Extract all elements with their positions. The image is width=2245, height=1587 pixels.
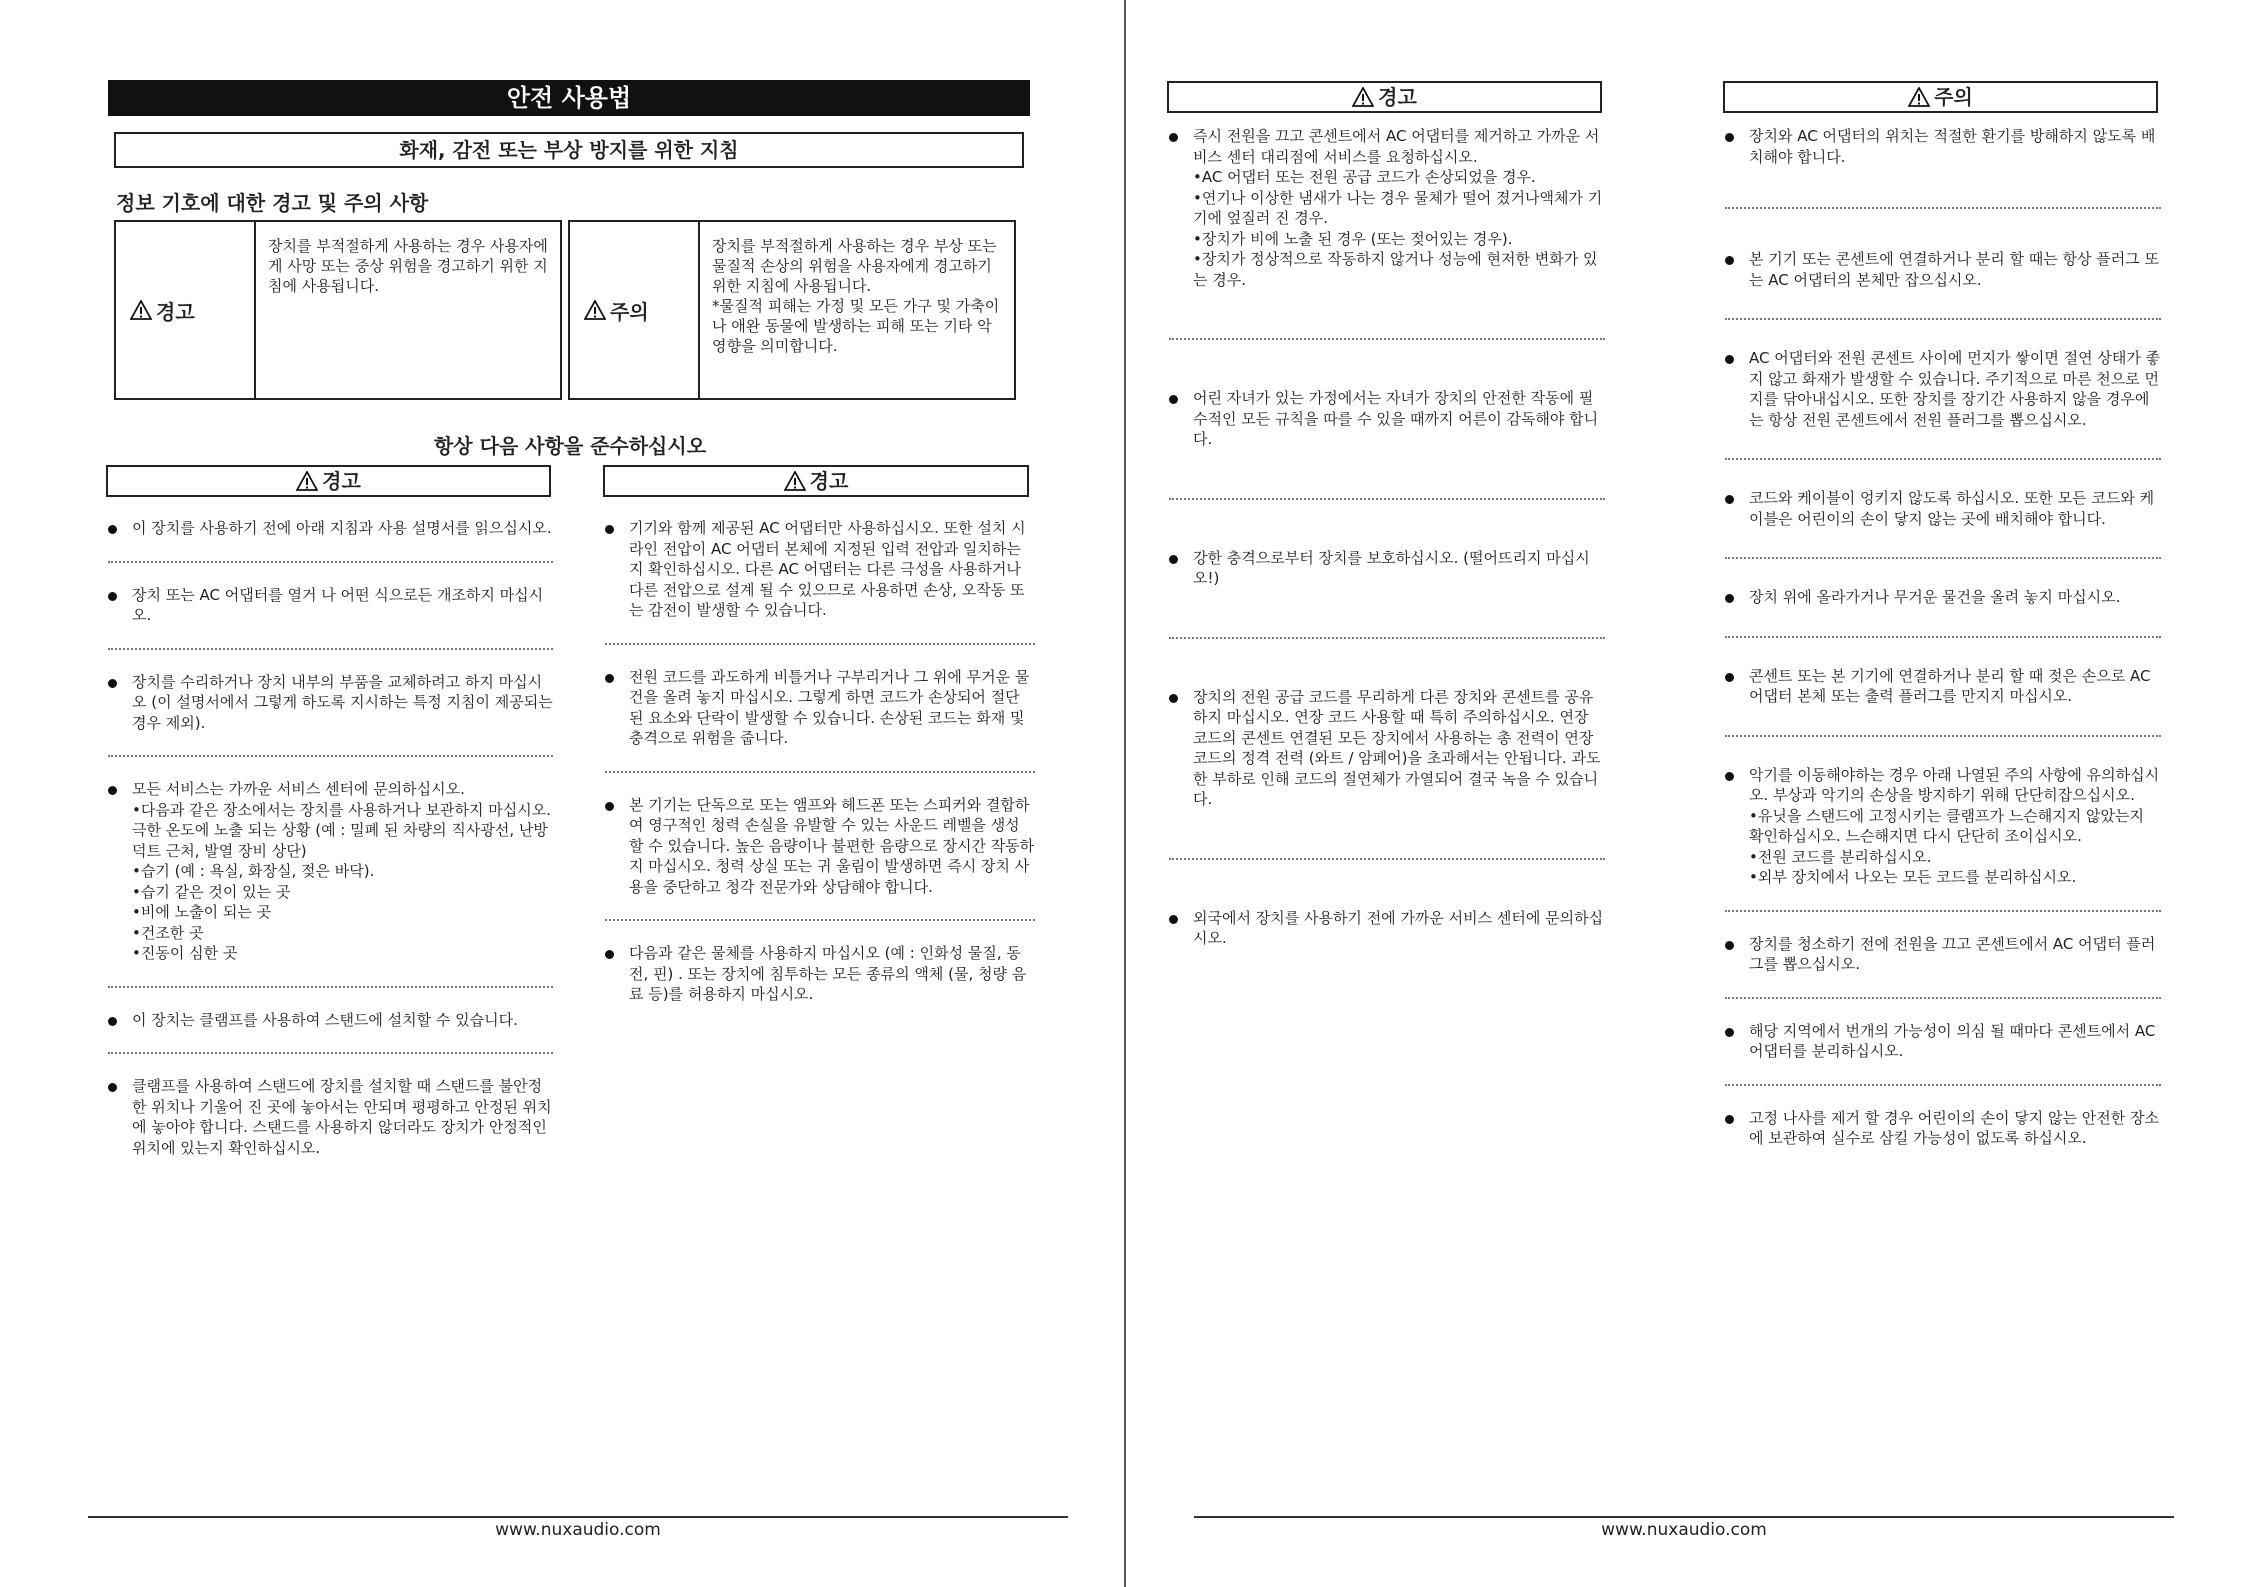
item-separator — [1725, 318, 2161, 320]
list-item-text: 전원 코드를 과도하게 비틀거나 구부리거나 그 위에 무거운 물건을 올려 놓지 마십시오. 그렇게 하면 코드가 손상되어 절단 된 요소와 단락이 발생할 수 있습니다. 손상된 코드는 화재 및 충격으로 위험을 줍니다. — [629, 667, 1030, 747]
bullet-icon — [1725, 941, 1734, 950]
list-item-text: 본 기기는 단독으로 또는 앰프와 헤드폰 또는 스피커와 결합하여 영구적인 청력 손실을 유발할 수 있는 사운드 레벨을 생성 할 수 있습니다. 높은 음량이나 불편한 음량으로 장시간 작동하지 마십시오. 청력 상실 또는 귀 울림이 발생하면 즉시 장치 사용을 중단하고 청각 전문가와 상담해야 합니다. — [629, 795, 1035, 896]
col1-header: 경고 — [106, 465, 551, 497]
list-item-text: 이 장치는 클램프를 사용하여 스탠드에 설치할 수 있습니다. — [132, 1010, 518, 1029]
warning-definition — [114, 220, 562, 400]
list-item — [1725, 934, 2161, 975]
caution-definition-text: 장치를 부적절하게 사용하는 경우 부상 또는 물질적 손상의 위험을 사용자에게 경고하기위한 지침에 사용됩니다. *물질적 피해는 가정 및 모든 가구 및 가축이나 애완 동물에 발생하는 피해 또는 기타 악영향을 의미합니다. — [712, 237, 1000, 355]
list-item — [1725, 126, 2161, 167]
list-item-text: 장치 또는 AC 어댑터를 열거 나 어떤 식으로든 개조하지 마십시오. — [132, 585, 544, 624]
list-sub-item: •연기나 이상한 냄새가 나는 경우 물체가 떨어 졌거나액체가 기기에 엎질러 진 경우. — [1193, 188, 1603, 227]
item-separator — [1725, 458, 2161, 460]
list-item — [108, 1010, 553, 1031]
item-separator — [1169, 498, 1605, 500]
bullet-icon — [1169, 694, 1178, 703]
bullet-icon — [605, 525, 614, 534]
col2-header: 경고 — [603, 465, 1029, 497]
footer-url-left: www.nuxaudio.com — [495, 1520, 661, 1540]
col4-items — [1725, 126, 2161, 1149]
list-item — [1725, 587, 2161, 608]
bullet-icon — [1725, 1115, 1734, 1124]
item-separator — [108, 986, 553, 988]
list-item — [108, 1076, 553, 1158]
col4-header: 주의 — [1723, 81, 2158, 113]
list-item — [605, 518, 1035, 621]
bullet-icon — [108, 1017, 117, 1026]
bullet-icon — [1725, 673, 1734, 682]
item-separator — [1169, 637, 1605, 639]
page-divider — [1124, 0, 1126, 1587]
list-item — [1725, 666, 2161, 707]
col2-items — [605, 518, 1035, 1005]
list-item-text: 장치의 전원 공급 코드를 무리하게 다른 장치와 콘센트를 공유하지 마십시오. 연장 코드 사용할 때 특히 주의하십시오. 연장 코드의 콘센트 연결된 모든 장치에서 사용하는 총 전력이 연장 코드의 정격 전력 (와트 / 암페어)을 초과해서는 안됩니다. 과도한 부하로 인해 코드의 절연체가 가열되어 결국 녹을 수 있습니다. — [1193, 687, 1601, 808]
item-separator — [1725, 636, 2161, 638]
list-item-text: 코드와 케이블이 엉키지 않도록 하십시오. 또한 모든 코드와 케이블은 어린이의 손이 닿지 않는 곳에 배치해야 합니다. — [1749, 489, 2155, 528]
item-separator — [1725, 910, 2161, 912]
list-item-text: 즉시 전원을 끄고 콘센트에서 AC 어댑터를 제거하고 가까운 서비스 센터 대리점에 서비스를 요청하십시오. — [1193, 127, 1600, 166]
list-item-text: 장치를 수리하거나 장치 내부의 부품을 교체하려고 하지 마십시오 (이 설명서에서 그렇게 하도록 지시하는 특정 지침이 제공되는 경우 제외). — [132, 672, 553, 732]
footer-rule-left — [88, 1516, 1068, 1518]
list-item — [1169, 126, 1605, 290]
item-separator — [108, 1052, 553, 1054]
list-sub-item: •장치가 비에 노출 된 경우 (또는 젖어있는 경우). — [1193, 229, 1513, 248]
caution-triangle-icon — [584, 300, 606, 320]
subtitle-box: 화재, 감전 또는 부상 방지를 위한 지침 — [114, 132, 1024, 168]
bullet-icon — [1725, 772, 1734, 781]
bullet-icon — [1725, 1028, 1734, 1037]
list-item — [1169, 908, 1605, 949]
list-item — [1169, 687, 1605, 810]
caution-definition — [568, 220, 1016, 400]
list-sub-item: •진동이 심한 곳 — [132, 944, 238, 962]
list-sub-item: •AC 어댑터 또는 전원 공급 코드가 손상되었을 경우. — [1193, 168, 1536, 186]
list-sub-item: •건조한 곳 — [132, 923, 204, 942]
bullet-icon — [1169, 395, 1178, 404]
item-separator — [1169, 338, 1605, 340]
list-sub-item: •전원 코드를 분리하십시오. — [1749, 847, 1932, 866]
item-separator — [1725, 557, 2161, 559]
list-sub-item: •외부 장치에서 나오는 모든 코드를 분리하십시오. — [1749, 868, 2077, 886]
bullet-icon — [1169, 133, 1178, 142]
bullet-icon — [108, 679, 117, 688]
list-item-text: 콘센트 또는 본 기기에 연결하거나 분리 할 때 젖은 손으로 AC 어댑터 본체 또는 출력 플러그를 만지지 마십시오. — [1749, 666, 2151, 705]
list-sub-item: •습기 (예 : 욕실, 화장실, 젖은 바닥). — [132, 862, 375, 880]
item-separator — [605, 919, 1035, 921]
bullet-icon — [1725, 355, 1734, 364]
bullet-icon — [1725, 495, 1734, 504]
list-item — [605, 943, 1035, 1005]
list-item — [1725, 765, 2161, 888]
list-item — [108, 672, 553, 734]
list-item-text: 강한 충격으로부터 장치를 보호하십시오. (떨어뜨리지 마십시오!) — [1193, 548, 1590, 587]
item-separator — [1725, 1084, 2161, 1086]
list-item-text: 모든 서비스는 가까운 서비스 센터에 문의하십시오. — [132, 780, 465, 798]
bullet-icon — [1725, 594, 1734, 603]
warning-triangle-icon — [784, 471, 806, 491]
footer-url-right: www.nuxaudio.com — [1601, 1520, 1767, 1540]
list-item-text: 장치를 청소하기 전에 전원을 끄고 콘센트에서 AC 어댑터 플러그를 뽑으십시오. — [1749, 934, 2156, 973]
list-sub-item: •습기 같은 것이 있는 곳 — [132, 882, 291, 901]
list-item-text: 다음과 같은 물체를 사용하지 마십시오 (예 : 인화성 물질, 동전, 핀) . 또는 장치에 침투하는 모든 종류의 액체 (물, 청량 음료 등)를 허용하지 마십시오. — [629, 944, 1027, 1003]
list-item-text: 고정 나사를 제거 할 경우 어린이의 손이 닿지 않는 안전한 장소에 보관하여 실수로 삼킬 가능성이 없도록 하십시오. — [1749, 1108, 2159, 1147]
item-separator — [605, 771, 1035, 773]
item-separator — [108, 561, 553, 563]
warning-definition-label: 경고 — [116, 222, 256, 398]
list-item-text: 장치 위에 올라가거나 무거운 물건을 올려 놓지 마십시오. — [1749, 588, 2121, 606]
item-separator — [108, 648, 553, 650]
warning-triangle-icon — [130, 300, 152, 320]
list-item-text: 기기와 함께 제공된 AC 어댑터만 사용하십시오. 또한 설치 시 라인 전압이 AC 어댑터 본체에 지정된 입력 전압과 일치하는지 확인하십시오. 다른 AC 어댑터는 다른 극성을 사용하거나 다른 전압으로 설계 될 수 있으므로 사용하면 손상, 오작동 또는 감전이 발생할 수 있습니다. — [629, 519, 1026, 619]
observe-heading: 항상 다음 사항을 준수하십시오 — [433, 434, 707, 458]
footer-rule-right — [1194, 1516, 2174, 1518]
list-sub-item: •비에 노출이 되는 곳 — [132, 903, 272, 921]
bullet-icon — [108, 592, 117, 601]
list-item-text: AC 어댑터와 전원 콘센트 사이에 먼지가 쌓이면 절연 상태가 좋지 않고 화재가 발생할 수 있습니다. 주기적으로 마른 천으로 먼지를 닦아내십시오. 또한 장치를 장기간 사용하지 않을 경우에는 항상 전원 콘센트에서 전원 플러그를 뽑으십시오. — [1749, 349, 2161, 429]
bullet-icon — [605, 950, 614, 959]
bullet-icon — [108, 525, 117, 534]
col3-header: 경고 — [1167, 81, 1602, 113]
list-item — [605, 795, 1035, 898]
list-item-text: 클램프를 사용하여 스탠드에 장치를 설치할 때 스탠드를 불안정한 위치나 기울어 진 곳에 놓아서는 안되며 평평하고 안정된 위치에 놓아야 합니다. 스탠드를 사용하지 않더라도 장치가 안정적인 위치에 있는지 확인하십시오. — [132, 1077, 552, 1157]
list-item-text: 본 기기 또는 콘센트에 연결하거나 분리 할 때는 항상 플러그 또는 AC 어댑터의 본체만 잡으십시오. — [1749, 250, 2159, 289]
list-item — [1169, 548, 1605, 589]
warning-definition-text: 장치를 부적절하게 사용하는 경우 사용자에게 사망 또는 중상 위험을 경고하기 위한 지침에 사용됩니다. — [268, 237, 548, 295]
list-item-text: 악기를 이동해야하는 경우 아래 나열된 주의 사항에 유의하십시오. 부상과 악기의 손상을 방지하기 위해 단단히잡으십시오. — [1749, 765, 2160, 804]
bullet-icon — [108, 1083, 117, 1092]
list-item — [1725, 249, 2161, 290]
item-separator — [605, 643, 1035, 645]
bullet-icon — [1169, 915, 1178, 924]
list-item — [108, 779, 553, 964]
bullet-icon — [1169, 555, 1178, 564]
col1-items — [108, 518, 553, 1158]
caution-definition-label: 주의 — [570, 222, 700, 398]
page-title: 안전 사용법 — [108, 80, 1030, 116]
bullet-icon — [605, 802, 614, 811]
info-heading: 정보 기호에 대한 경고 및 주의 사항 — [116, 191, 429, 215]
bullet-icon — [605, 674, 614, 683]
list-item — [1725, 1108, 2161, 1149]
list-sub-item: •다음과 같은 장소에서는 장치를 사용하거나 보관하지 마십시오.극한 온도에 노출 되는 상황 (예 : 밀폐 된 차량의 직사광선, 난방 덕트 근처, 발열 장비 상단) — [132, 800, 551, 860]
col3-items — [1169, 126, 1605, 949]
warning-triangle-icon — [1352, 87, 1374, 107]
list-item — [1725, 1021, 2161, 1062]
list-item-text: 이 장치를 사용하기 전에 아래 지침과 사용 설명서를 읽으십시오. — [132, 519, 552, 537]
list-item — [108, 518, 553, 539]
item-separator — [1725, 735, 2161, 737]
item-separator — [1725, 207, 2161, 209]
item-separator — [108, 755, 553, 757]
bullet-icon — [1725, 133, 1734, 142]
item-separator — [1725, 997, 2161, 999]
list-item-text: 해당 지역에서 번개의 가능성이 의심 될 때마다 콘센트에서 AC 어댑터를 분리하십시오. — [1749, 1021, 2156, 1060]
list-item — [605, 667, 1035, 749]
list-item — [1169, 388, 1605, 450]
list-item-text: 외국에서 장치를 사용하기 전에 가까운 서비스 센터에 문의하십시오. — [1193, 908, 1604, 947]
list-item-text: 장치와 AC 어댑터의 위치는 적절한 환기를 방해하지 않도록 배치해야 합니다. — [1749, 127, 2156, 166]
warning-triangle-icon — [296, 471, 318, 491]
list-item — [1725, 488, 2161, 529]
list-sub-item: •장치가 정상적으로 작동하지 않거나 성능에 현저한 변화가 있는 경우. — [1193, 250, 1598, 289]
list-item-text: 어린 자녀가 있는 가정에서는 자녀가 장치의 안전한 작동에 필수적인 모든 규칙을 따를 수 있을 때까지 어른이 감독해야 합니다. — [1193, 389, 1599, 448]
bullet-icon — [108, 786, 117, 795]
list-item — [108, 585, 553, 626]
bullet-icon — [1725, 256, 1734, 265]
list-item — [1725, 348, 2161, 430]
item-separator — [1169, 858, 1605, 860]
list-sub-item: •유닛을 스탠드에 고정시키는 클램프가 느슨해지지 않았는지 확인하십시오. 느슨해지면 다시 단단히 조이십시오. — [1749, 806, 2144, 845]
caution-triangle-icon — [1908, 87, 1930, 107]
